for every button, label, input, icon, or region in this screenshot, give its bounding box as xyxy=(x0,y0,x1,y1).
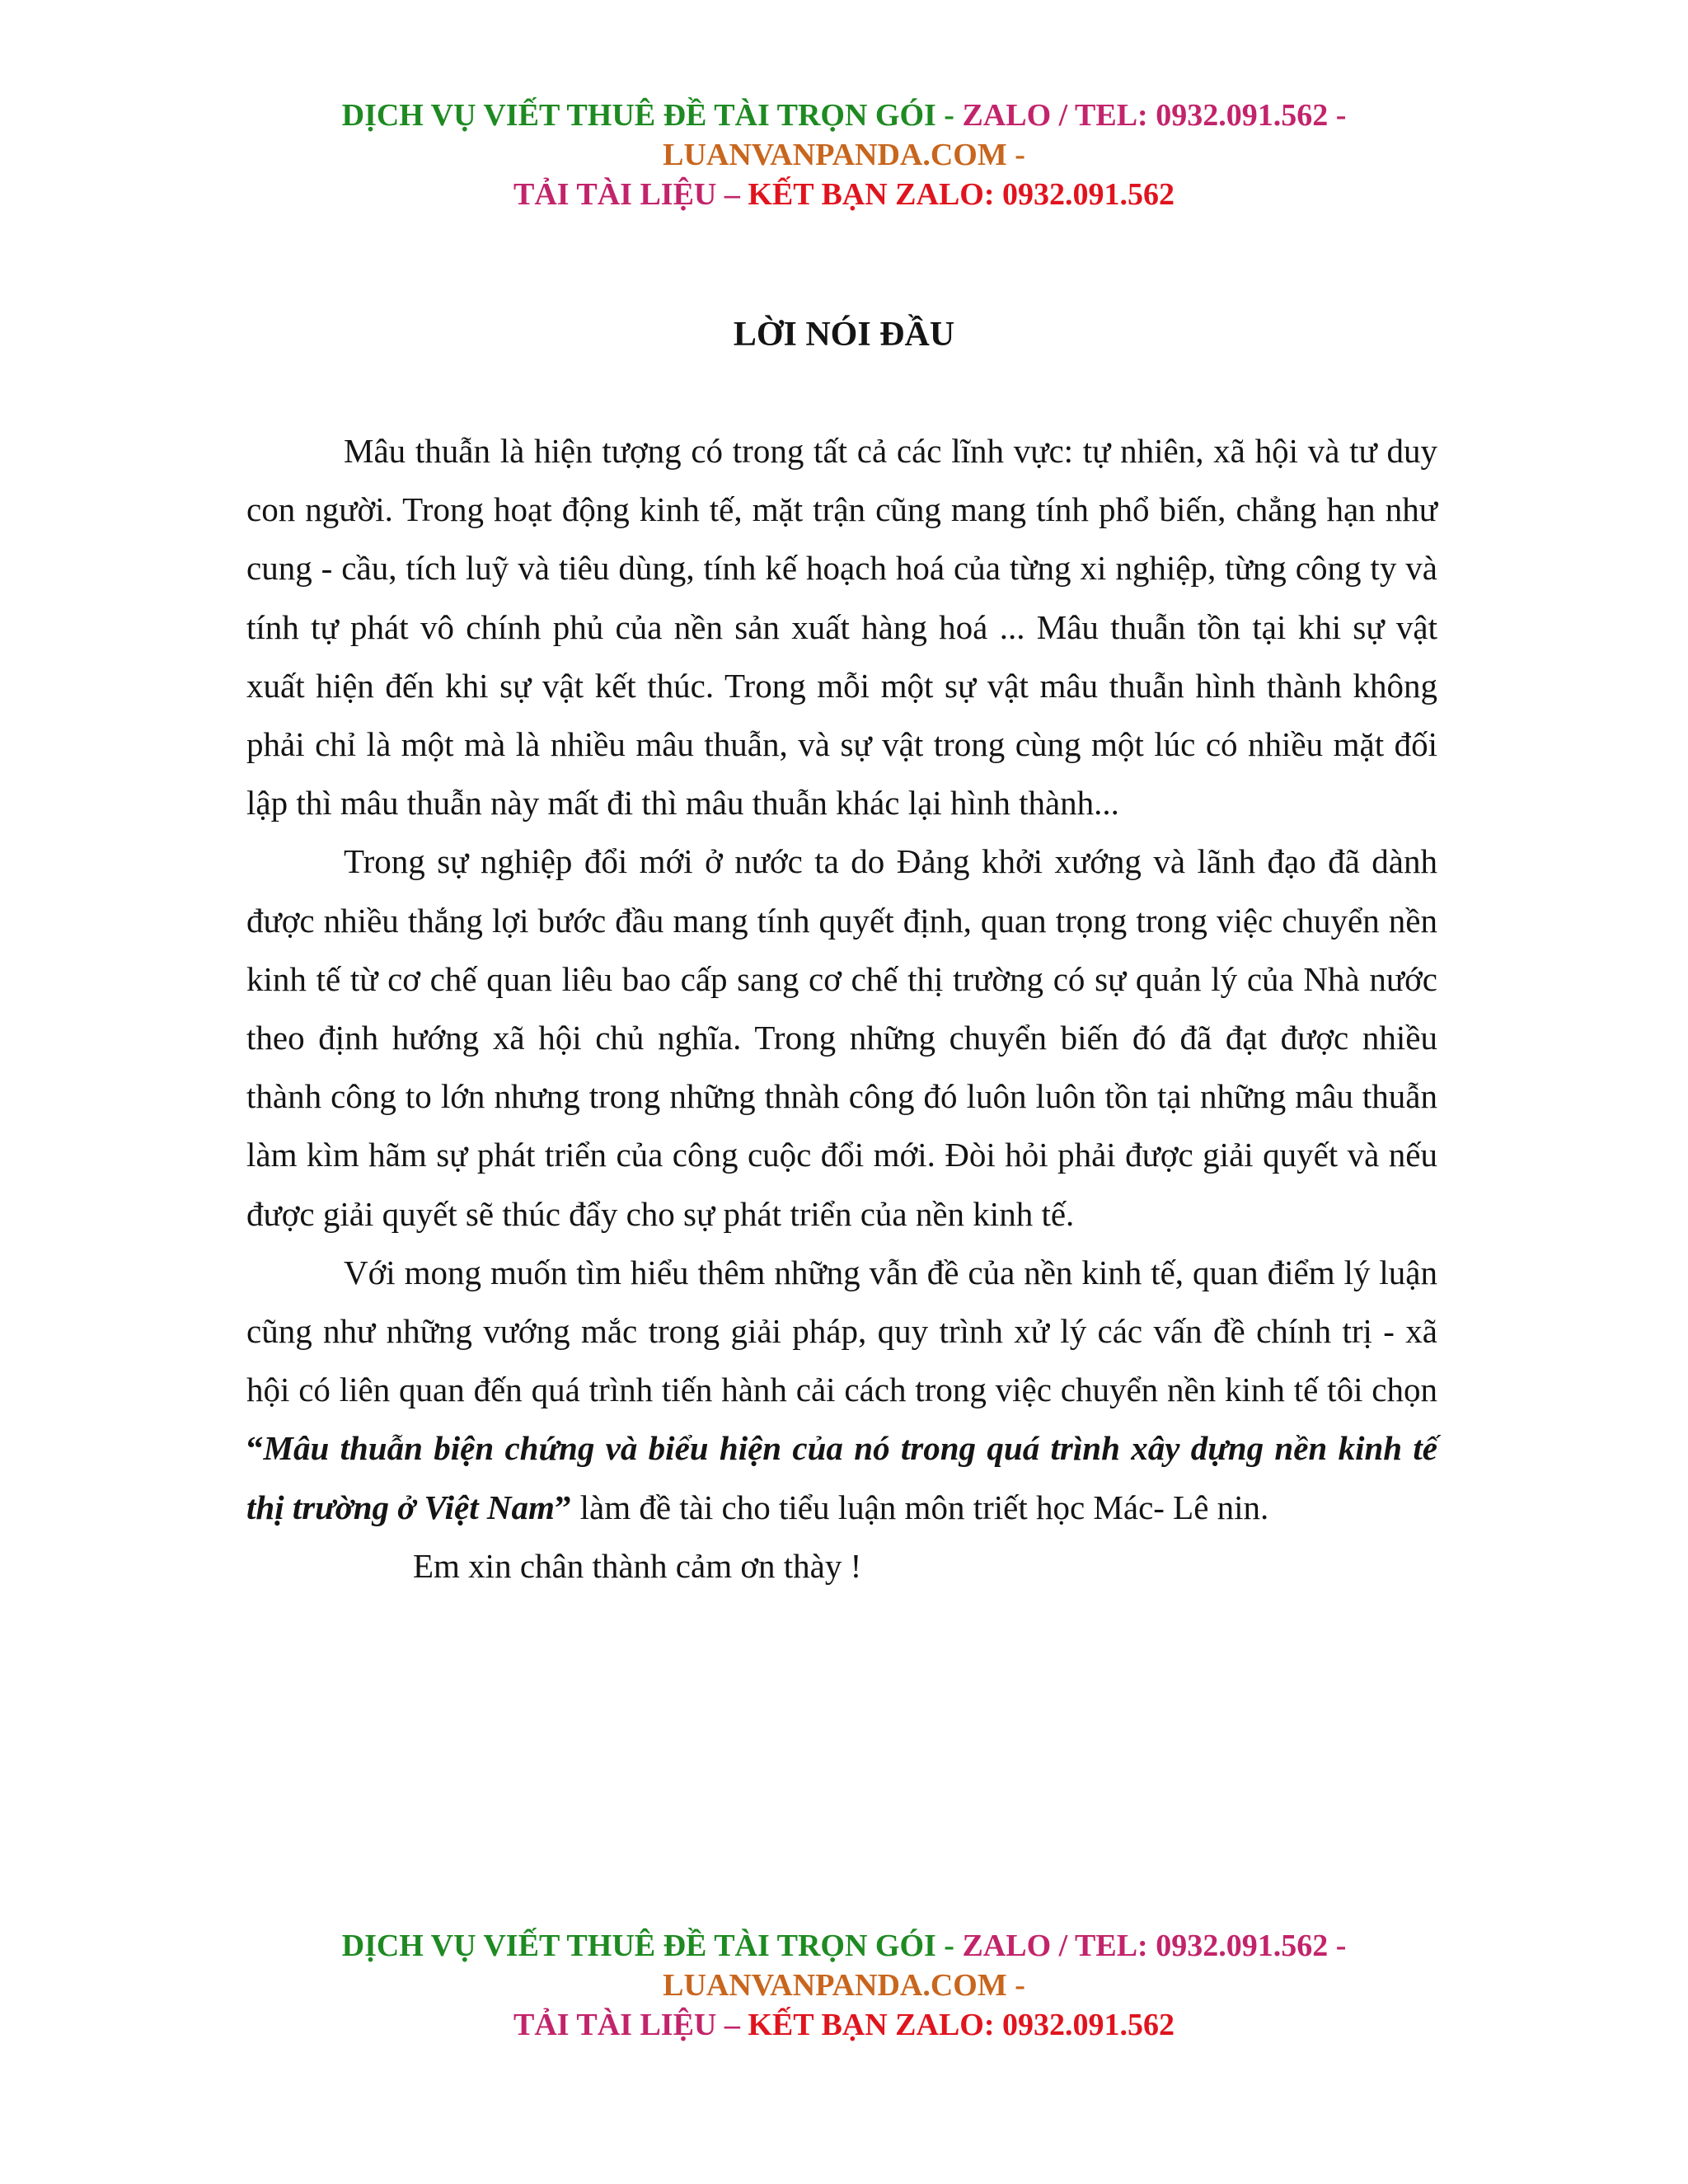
banner-service-text: DỊCH VỤ VIẾT THUÊ ĐỀ TÀI TRỌN GÓI - xyxy=(341,98,963,133)
document-body xyxy=(246,422,1437,1596)
footer-download-text: TẢI TÀI LIỆU – xyxy=(513,2008,748,2042)
thanks-line: Em xin chân thành cảm ơn thày ! xyxy=(413,1546,862,1585)
paragraph-1: Mâu thuẫn là hiện tượng có trong tất cả các lĩnh vực: tự nhiên, xã hội và tư duy con người. Trong hoạt động kinh tế, mặt trận cũng mang tính phổ biến, chẳng hạn như cung - cầu, tích luỹ và tiêu dùng, tính kế hoạch hoá của từng xi nghiệp, từng công ty và tính tự phát vô chính phủ của nền sản xuất hàng hoá ... Mâu thuẫn tồn tại khi sự vật xuất hiện đến khi sự vật kết thúc. Trong mỗi một sự vật mâu thuẫn hình thành không phải chỉ là một mà là nhiều mâu thuẫn, và sự vật trong cùng một lúc có nhiều mặt đối lập thì mâu thuẫn này mất đi thì mâu thuẫn khác lại hình thành... xyxy=(246,432,1437,823)
footer-zalo-text: KẾT BẠN ZALO: 0932.091.562 xyxy=(748,2008,1175,2042)
banner-download-text: TẢI TÀI LIỆU – xyxy=(513,177,748,212)
footer-website-text: LUANVANPANDA.COM - xyxy=(663,1968,1025,2003)
paragraph-2: Trong sự nghiệp đổi mới ở nước ta do Đảng khởi xướng và lãnh đạo đã dành được nhiều thắng lợi bước đầu mang tính quyết định, quan trọng trong việc chuyển nền kinh tế từ cơ chế quan liêu bao cấp sang cơ chế thị trường có sự quản lý của Nhà nước theo định hướng xã hội chủ nghĩa. Trong những chuyển biến đó đã đạt được nhiều thành công to lớn nhưng trong những thnàh công đó luôn luôn tồn tại những mâu thuẫn làm kìm hãm sự phát triển của công cuộc đổi mới. Đòi hỏi phải được giải quyết và nếu được giải quyết sẽ thúc đẩy cho sự phát triển của nền kinh tế. xyxy=(246,842,1437,1233)
footer-contact-text: ZALO / TEL: 0932.091.562 - xyxy=(962,1929,1347,1963)
paragraph-3-intro: Với mong muốn tìm hiểu thêm những vẫn đề của nền kinh tế, quan điểm lý luận cũng như những vướng mắc trong giải pháp, quy trình xử lý các vấn đề chính trị - xã hội có liên quan đến quá trình tiến hành cải cách trong việc chuyển nền kinh tế tôi chọn xyxy=(246,1253,1437,1409)
paragraph-3 xyxy=(246,1244,1437,1537)
header-banner xyxy=(0,96,1688,214)
banner-contact-text: ZALO / TEL: 0932.091.562 - xyxy=(962,98,1347,133)
thesis-topic: Mâu thuẫn biện chứng và biểu hiện của nó trong quá trình xây dựng nền kinh tế thị trường ở Việt Nam xyxy=(246,1429,1437,1526)
footer-line-3 xyxy=(0,2005,1688,2045)
footer-line-1 xyxy=(0,1926,1688,1966)
banner-line-1 xyxy=(0,96,1688,135)
paragraph-3-outro: làm đề tài cho tiểu luận môn triết học Mác- Lê nin. xyxy=(571,1488,1269,1526)
close-quote: ” xyxy=(554,1488,572,1526)
banner-zalo-text: KẾT BẠN ZALO: 0932.091.562 xyxy=(748,177,1175,212)
banner-line-3 xyxy=(0,175,1688,214)
footer-banner xyxy=(0,1926,1688,2045)
footer-service-text: DỊCH VỤ VIẾT THUÊ ĐỀ TÀI TRỌN GÓI - xyxy=(341,1929,963,1963)
open-quote: “ xyxy=(246,1429,264,1468)
page-title: LỜI NÓI ĐẦU xyxy=(733,316,955,354)
banner-website-text: LUANVANPANDA.COM - xyxy=(663,138,1025,172)
